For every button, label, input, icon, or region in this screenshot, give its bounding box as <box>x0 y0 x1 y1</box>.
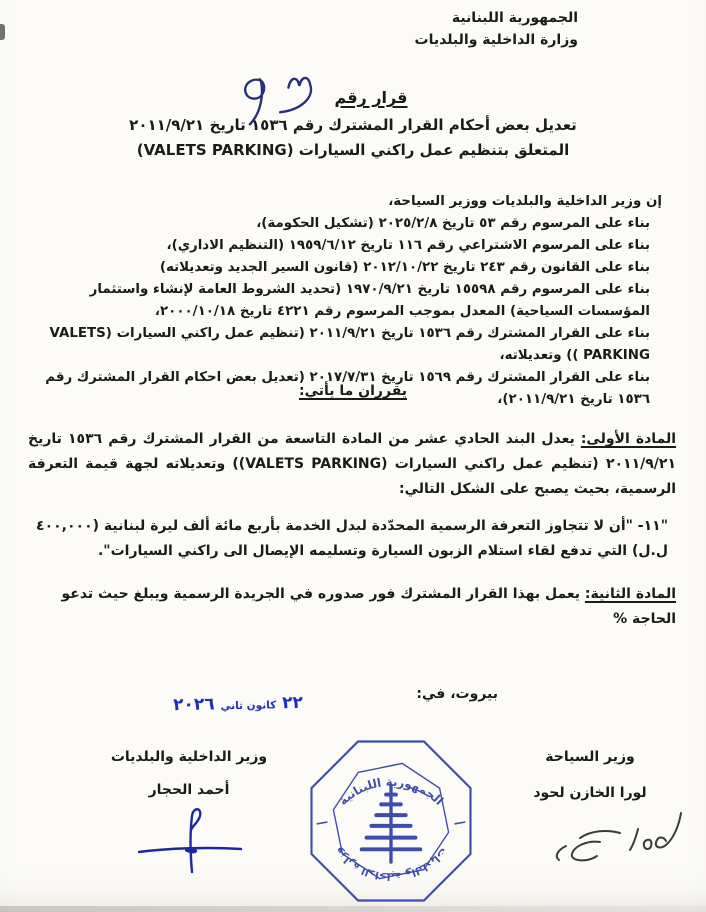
date-stamp-month: كانون ثاني <box>220 699 277 713</box>
cedar-tree-icon <box>362 786 421 862</box>
subtitle-line2: المتعلق بتنظيم عمل راكني السيارات (VALETS PARKING) <box>136 140 570 159</box>
preamble-clause: بناء على المرسوم رقم ١٥٥٩٨ تاريخ ١٩٧٠/٩/٢١ (تحديد الشروط العامة لإنشاء واستثمار المؤسسات السياحية) المعدل بموجب المرسوم رقم ٤٢٢١ تاريخ ٢٠٠٠/١٠/١٨، <box>89 282 650 319</box>
preamble-clause: بناء على القرار المشترك رقم ١٥٣٦ تاريخ ٢٠١١/٩/٢١ (تنظيم عمل راكني السيارات (VALETS PARKING )) وتعديلاته، <box>49 326 650 363</box>
date-stamp-day: ٢٢ <box>281 692 304 714</box>
decree-title-label: قرار رقم <box>334 88 408 107</box>
seal-top-text: الجمهورية اللبنانية <box>335 774 447 808</box>
preamble-clause: بناء على المرسوم الاشتراعي رقم ١١٦ تاريخ ١٩٥٩/٦/١٢ (التنظيم الاداري)، <box>166 238 650 253</box>
signature-block-tourism <box>500 749 680 863</box>
date-stamp <box>158 693 318 716</box>
ministry-seal-stamp <box>303 733 479 909</box>
place-line: بيروت، في: <box>416 686 498 702</box>
scan-artifact <box>0 24 5 40</box>
article-2 <box>28 582 676 632</box>
preamble-clause: بناء على القرار المشترك رقم ١٥٦٩ تاريخ ٢٠١٧/٧/٣١ (تعديل بعض احكام القرار المشترك رقم ١٥٣٦ تاريخ ٢٠١١/٩/٢١)، <box>45 370 650 407</box>
interior-minister-title: وزير الداخلية والبلديات <box>110 749 268 765</box>
signature-block-interior <box>80 749 298 874</box>
date-stamp-year: ٢٠٢٦ <box>172 694 215 716</box>
subtitle-line1: تعديل بعض أحكام القرار المشترك رقم ١٥٣٦ تاريخ ٢٠١١/٩/٢١ <box>129 116 577 134</box>
preamble-intro: إن وزير الداخلية والبلديات ووزير السياحة، <box>388 194 662 209</box>
article-2-heading: المادة الثانية: <box>584 586 676 602</box>
interior-minister-name: أحمد الحجار <box>148 782 230 798</box>
article-1-heading: المادة الأولى: <box>580 431 677 447</box>
tourism-minister-signature <box>540 805 690 863</box>
article-1-quote: "١١- "أن لا تتجاوز التعرفة الرسمية المحدّدة لبدل الخدمة بأربع مائة ألف ليرة لبنانية (٤٠٠,٠٠٠ ل.ل) التي تدفع لقاء استلام الزبون السيارة وتسليمه الإيصال الى راكني السيارات". <box>36 518 668 559</box>
letterhead <box>415 8 578 51</box>
article-1-text: يعدل البند الحادي عشر من المادة التاسعة من القرار المشترك رقم ١٥٣٦ تاريخ ٢٠١١/٩/٢١ (تنظيم عمل راكني السيارات (VALETS PARKING)) وتعديلاته لجهة قيمة التعرفة الرسمية، بحيث يصبح على الشكل التالي: <box>28 431 676 497</box>
letterhead-ministry: وزارة الداخلية والبلديات <box>414 31 578 48</box>
preamble-clause: بناء على القانون رقم ٢٤٣ تاريخ ٢٠١٢/١٠/٢٢ (قانون السير الجديد وتعديلاته) <box>159 260 650 275</box>
article-1 <box>28 427 676 502</box>
tourism-minister-title: وزير السياحة <box>545 749 635 765</box>
preamble <box>40 191 662 411</box>
decision-intro <box>0 383 706 399</box>
decree-title <box>18 88 706 107</box>
preamble-clause: بناء على المرسوم رقم ٥٣ تاريخ ٢٠٢٥/٢/٨ (تشكيل الحكومة)، <box>256 216 650 231</box>
letterhead-republic: الجمهورية اللبنانية <box>451 10 578 26</box>
decision-intro-text: يقرران ما يأتي: <box>298 383 408 399</box>
interior-minister-signature <box>129 802 249 874</box>
article-2-text: يعمل بهذا القرار المشترك فور صدوره في الجريدة الرسمية ويبلغ حيث تدعو الحاجة % <box>61 586 676 627</box>
seal-bottom-text: وزارة الداخلية والبلديات <box>332 845 450 883</box>
tourism-minister-name: لورا الخازن لحود <box>533 785 647 801</box>
decree-subtitle <box>0 113 706 163</box>
